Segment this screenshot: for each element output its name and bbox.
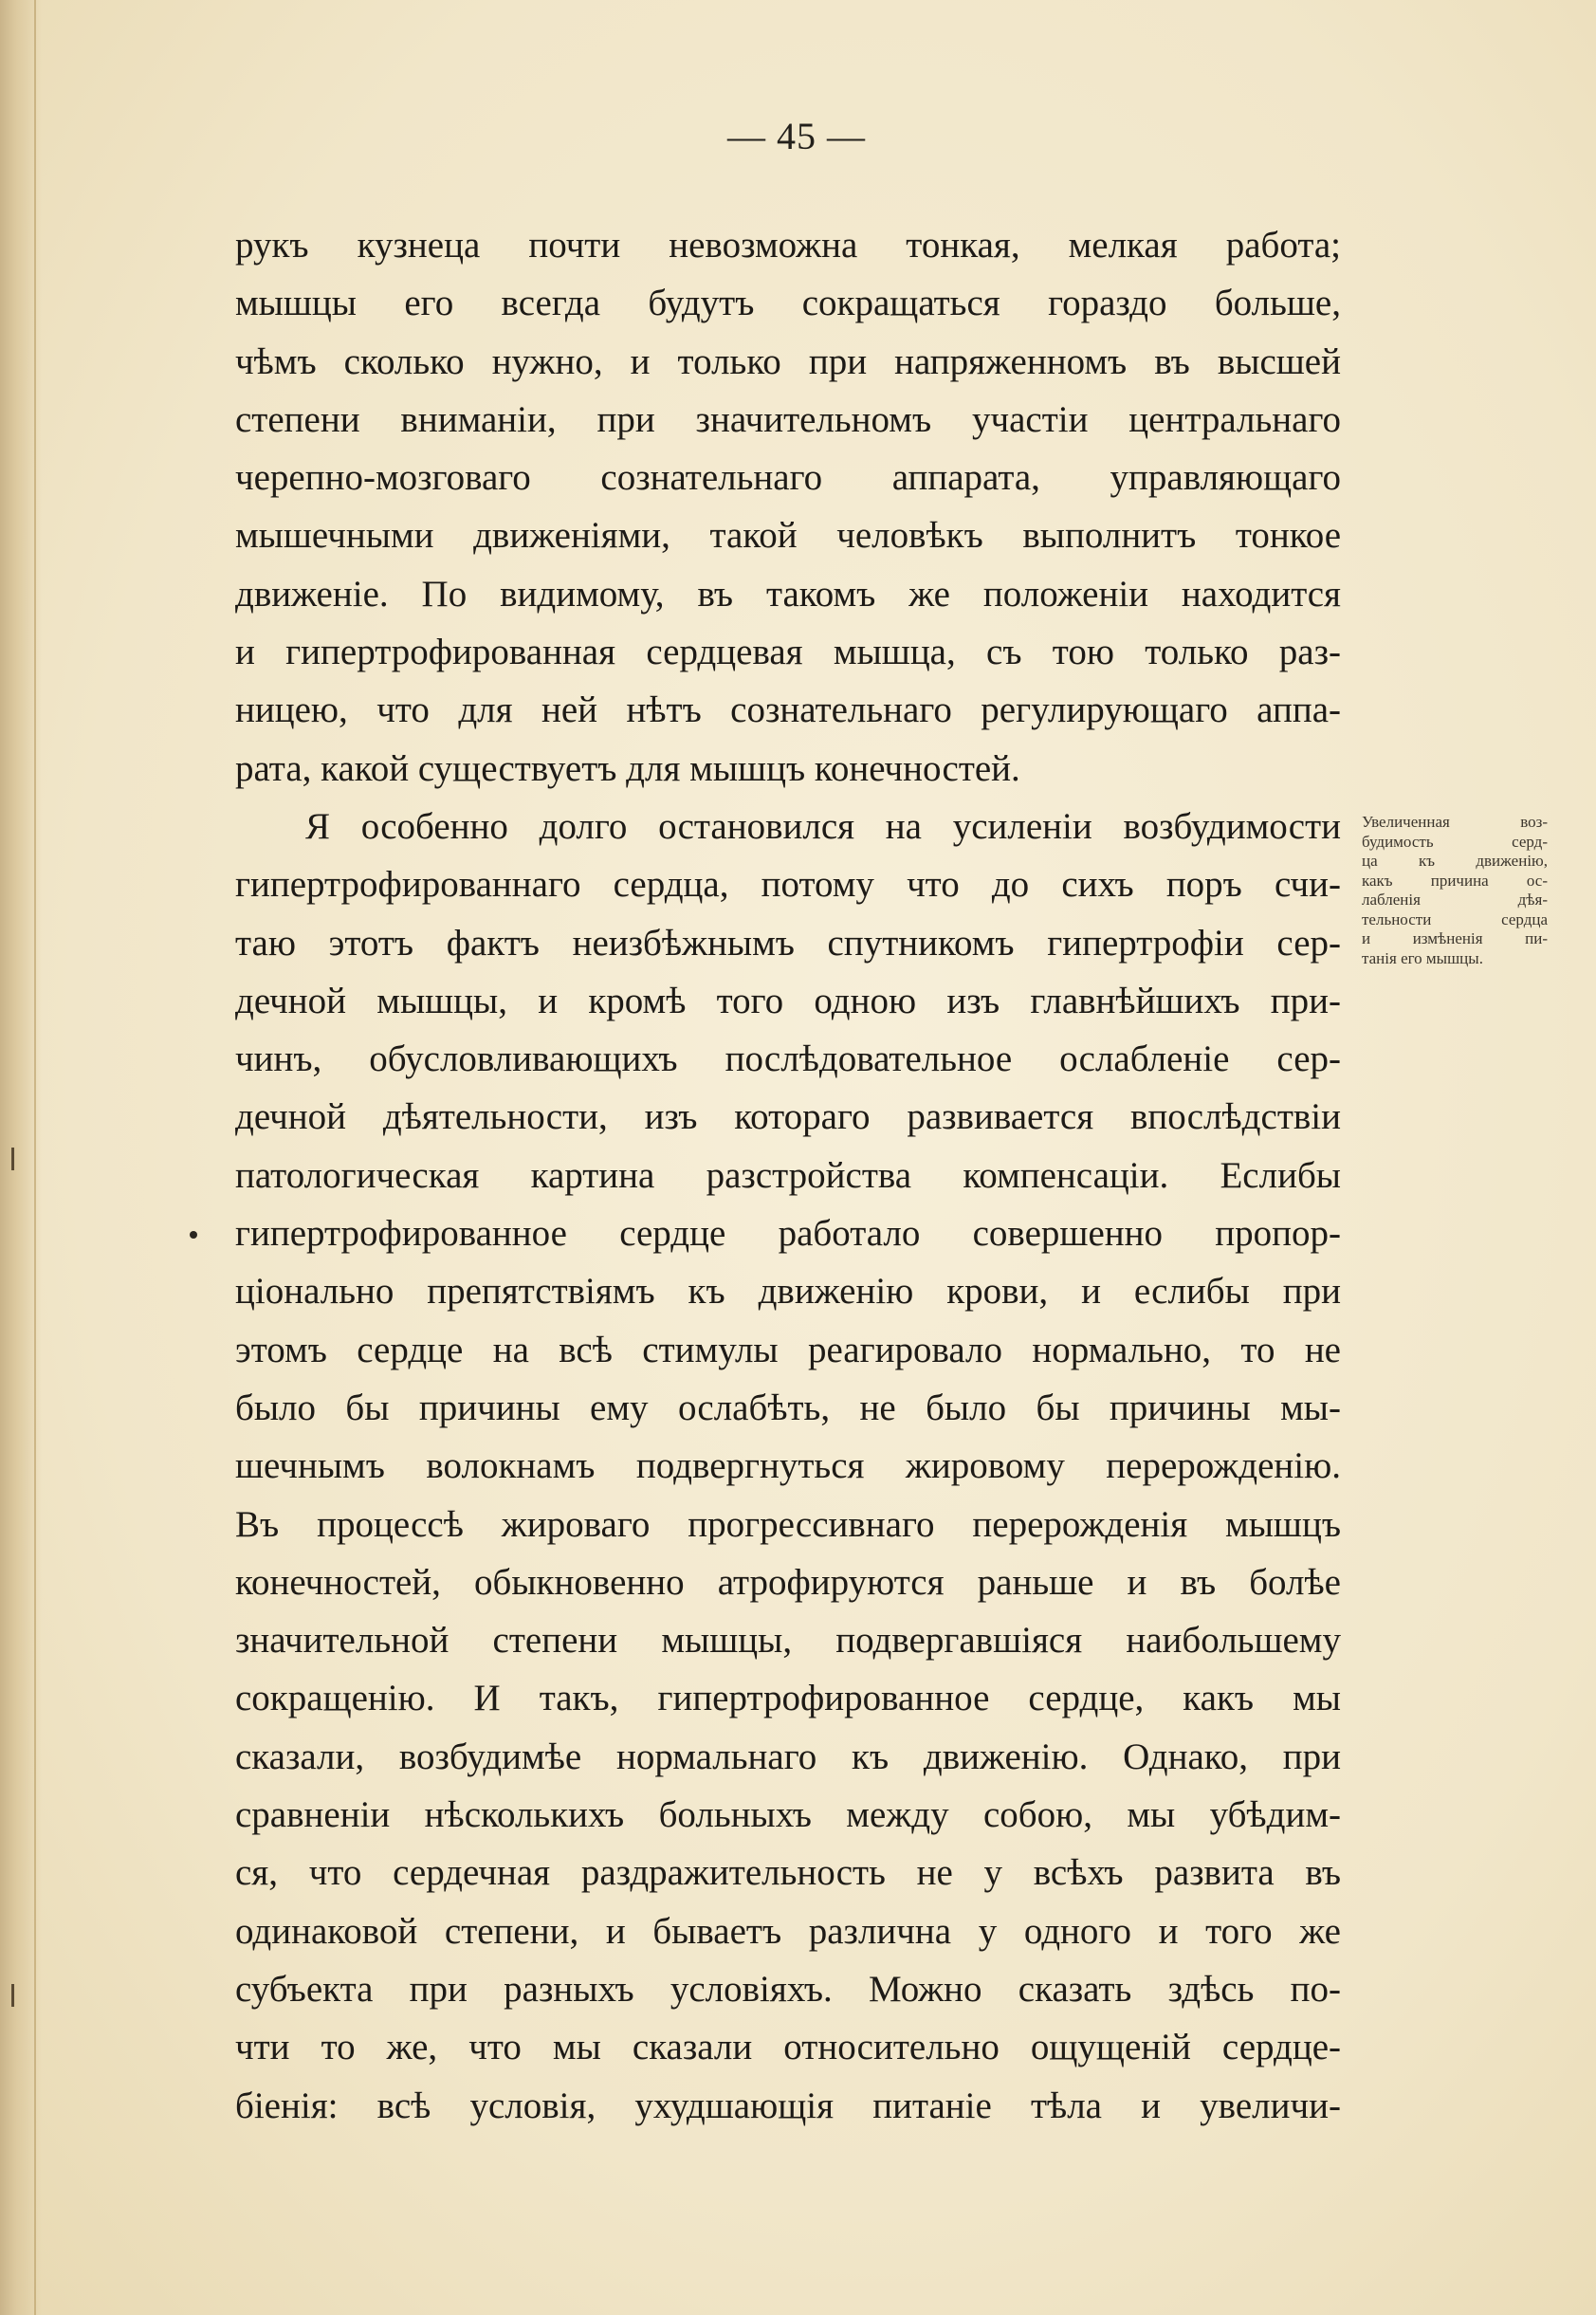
- text-line: конечностей, обыкновенно атрофируются раньше и въ болѣе: [235, 1561, 1341, 1603]
- paragraph-first-line: Я особенно долго остановился на усиленіи возбудимости: [305, 805, 1341, 847]
- text-line: шечнымъ волокнамъ подвергнуться жировому перерожденію.: [235, 1445, 1341, 1487]
- text-line: дечной мышцы, и кромѣ того одною изъ главнѣйшихъ при-: [235, 980, 1341, 1021]
- text-line: гипертрофированнаго сердца, потому что до сихъ поръ счи-: [235, 864, 1341, 906]
- text-line: ся, что сердечная раздражительность не у всѣхъ развита въ: [235, 1852, 1341, 1894]
- page-number: — 45 —: [727, 115, 866, 157]
- text-line: значительной степени мышцы, подвергавшіяся наибольшему: [235, 1620, 1341, 1662]
- margin-note-line: лабленія дѣя-: [1362, 891, 1548, 909]
- text-line: одинаковой степени, и бываетъ различна у одного и того же: [235, 1910, 1341, 1952]
- margin-note-line: тельности сердца: [1362, 909, 1548, 928]
- text-line: сравненіи нѣсколькихъ больныхъ между собою, мы убѣдим-: [235, 1794, 1341, 1836]
- margin-dot: [190, 1231, 197, 1239]
- text-line: было бы причины ему ослабѣть, не было бы причины мы-: [235, 1387, 1341, 1428]
- margin-note-line: Увеличенная воз-: [1362, 813, 1548, 831]
- text-line: мышечными движеніями, такой человѣкъ выполнитъ тонкое: [235, 515, 1341, 557]
- text-line: и гипертрофированная сердцевая мышца, съ тою только раз-: [235, 632, 1341, 673]
- text-line: этомъ сердце на всѣ стимулы реагировало нормально, то не: [235, 1329, 1341, 1370]
- margin-note-line: и измѣненія пи-: [1362, 929, 1548, 947]
- text-line: мышцы его всегда будутъ сокращаться гораздо больше,: [235, 283, 1341, 324]
- text-line: Въ процессѣ жироваго прогрессивнаго перерожденія мышцъ: [235, 1503, 1341, 1545]
- text-line: патологическая картина разстройства компенсаціи. Еслибы: [235, 1154, 1341, 1196]
- text-line: дечной дѣятельности, изъ котораго развивается впослѣдствіи: [235, 1096, 1341, 1138]
- text-line: ницею, что для ней нѣтъ сознательнаго регулирующаго аппа-: [235, 689, 1341, 731]
- text-line: степени вниманіи, при значительномъ участіи центральнаго: [235, 398, 1341, 440]
- margin-note-line: танія его мышцы.: [1362, 948, 1483, 967]
- text-line: движеніе. По видимому, въ такомъ же положеніи находится: [235, 573, 1341, 615]
- body-text: [235, 216, 1341, 2135]
- text-line: рата, какой существуетъ для мышцъ конечностей.: [235, 747, 1020, 789]
- text-line: чѣмъ сколько нужно, и только при напряженномъ въ высшей: [235, 340, 1341, 382]
- binding-fold-line: [34, 0, 36, 2315]
- text-line: таю этотъ фактъ неизбѣжнымъ спутникомъ гипертрофіи сер-: [235, 922, 1341, 964]
- text-line: сказали, возбудимѣе нормальнаго къ движенію. Однако, при: [235, 1736, 1341, 1777]
- text-line: чинъ, обусловливающихъ послѣдовательное ослабленіе сер-: [235, 1038, 1341, 1080]
- margin-note-line: будимость серд-: [1362, 832, 1548, 851]
- text-line: чти то же, что мы сказали относительно ощущеній сердце-: [235, 2027, 1341, 2068]
- text-line: субъекта при разныхъ условіяхъ. Можно сказать здѣсь по-: [235, 1968, 1341, 2010]
- text-line: сокращенію. И такъ, гипертрофированное сердце, какъ мы: [235, 1678, 1341, 1719]
- edge-mark: [11, 1984, 14, 2007]
- margin-note-line: какъ причина ос-: [1362, 871, 1548, 890]
- text-line: гипертрофированное сердце работало совершенно пропор-: [235, 1213, 1341, 1255]
- text-line: рукъ кузнеца почти невозможна тонкая, мелкая работа;: [235, 225, 1341, 266]
- text-line: ціонально препятствіямъ къ движенію крови, и еслибы при: [235, 1271, 1341, 1313]
- margin-note-line: ца къ движенію,: [1362, 852, 1548, 870]
- text-line: біенія: всѣ условія, ухудшающія питаніе тѣла и увеличи-: [235, 2085, 1341, 2126]
- edge-mark: [11, 1148, 14, 1170]
- margin-note: [1362, 813, 1548, 968]
- text-line: черепно-мозговаго сознательнаго аппарата, управляющаго: [235, 457, 1341, 499]
